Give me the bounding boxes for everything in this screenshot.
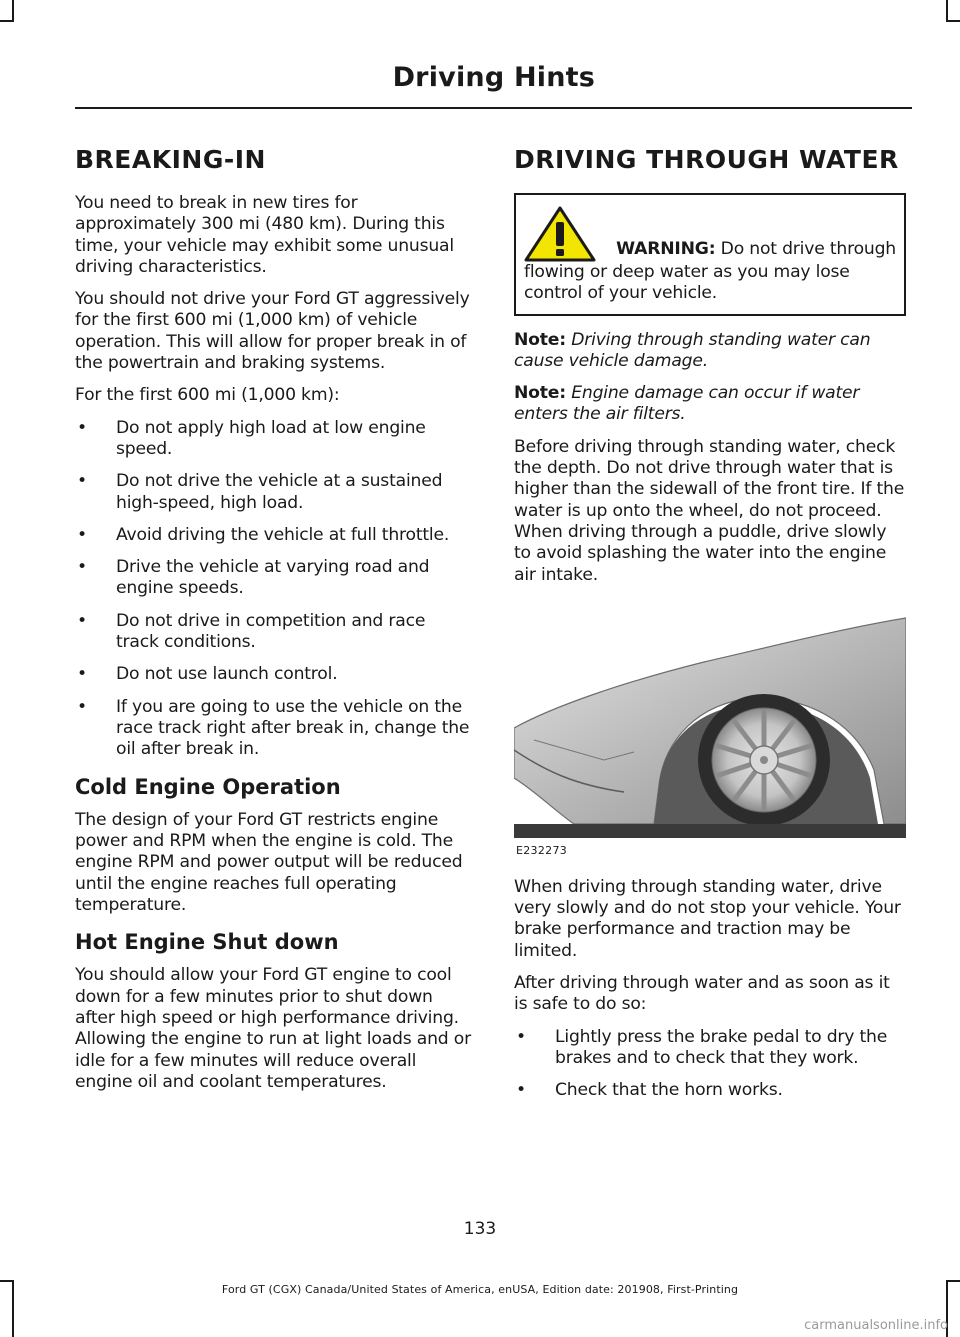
break-in-list (75, 418, 473, 761)
page-number: 133 (463, 1219, 497, 1239)
footer-edition-info: Ford GT (CGX) Canada/United States of America, enUSA, Edition date: 201908, First-Printing (221, 1283, 739, 1296)
crop-mark (0, 1280, 14, 1282)
note-label: Note: (514, 383, 566, 404)
list-item: • Check that the horn works. (516, 1080, 783, 1101)
bullet-icon: • (77, 664, 87, 685)
car-front-wheel-icon (514, 610, 906, 838)
paragraph: The design of your Ford GT restricts engine power and RPM when the engine is cold. The engine RPM and power output will be reduced until the engine reaches full operating temperature. (75, 809, 463, 915)
paragraph: You should allow your Ford GT engine to cool down for a few minutes prior to shut down after high speed or high performance driving. Allowing the engine to run at light loads and or idle for a few minutes will reduce overall engine oil and coolant temperatures. (75, 965, 471, 1092)
paragraph: When driving through standing water, drive very slowly and do not stop your vehicle. Your brake performance and traction may be limited. (514, 876, 901, 961)
section-heading-breaking-in: BREAKING-IN (75, 145, 266, 174)
bullet-icon: • (77, 471, 87, 492)
bullet-icon: • (516, 1026, 526, 1047)
crop-mark (12, 0, 14, 22)
crop-mark (946, 0, 948, 22)
car-wheel-illustration (514, 610, 906, 838)
list-item: • Do not use launch control. (77, 664, 338, 685)
warning-label: WARNING: (616, 239, 716, 259)
right-column (514, 145, 906, 1113)
list-item: • Do not drive the vehicle at a sustained high-speed, high load. (77, 471, 443, 513)
note-text: Engine damage can occur if water enters the air filters. (514, 383, 860, 425)
list-item: • Avoid driving the vehicle at full throttle. (77, 524, 450, 545)
note-text: Driving through standing water can cause vehicle damage. (514, 329, 871, 371)
list-item: • Do not apply high load at low engine speed. (77, 417, 426, 459)
bullet-icon: • (77, 417, 87, 438)
paragraph: You need to break in new tires for approximately 300 mi (480 km). During this time, your vehicle may exhibit some unusual driving characteristics. (75, 193, 454, 277)
crop-mark (946, 1280, 960, 1282)
bullet-icon: • (77, 557, 87, 578)
list-item: • Lightly press the brake pedal to dry the brakes and to check that they work. (516, 1026, 888, 1068)
paragraph: You should not drive your Ford GT aggressively for the first 600 mi (1,000 km) of vehicle operation. This will allow for proper break in of the powertrain and braking systems. (75, 289, 470, 374)
subheading-cold-engine: Cold Engine Operation (75, 774, 341, 799)
crop-mark (0, 20, 14, 22)
section-heading-driving-through-water: DRIVING THROUGH WATER (514, 145, 899, 174)
watermark: carmanualsonline.info (804, 1318, 948, 1333)
note (514, 383, 906, 426)
subheading-hot-engine: Hot Engine Shut down (75, 930, 339, 955)
header-divider (75, 107, 912, 109)
warning-text: flowing or deep water as you may lose control of your vehicle. (524, 262, 850, 304)
paragraph: After driving through water and as soon as it is safe to do so: (514, 973, 890, 1015)
bullet-icon: • (516, 1080, 526, 1101)
bullet-icon: • (77, 610, 87, 631)
paragraph: Before driving through standing water, check the depth. Do not drive through water that is higher than the sidewall of the front tire. If the water is up onto the wheel, do not proceed. When driving through a puddle, drive slowly to avoid splashing the water into the engine air intake. (514, 436, 905, 585)
bullet-icon: • (77, 524, 87, 545)
note (514, 330, 906, 373)
bullet-icon: • (77, 696, 87, 717)
paragraph: For the first 600 mi (1,000 km): (75, 385, 340, 406)
left-column (75, 145, 473, 1104)
list-item: • If you are going to use the vehicle on the race track right after break in, change the oil after break in. (77, 696, 470, 760)
list-item: • Do not drive in competition and race track conditions. (77, 610, 426, 653)
list-item: • Drive the vehicle at varying road and engine speeds. (77, 557, 430, 599)
warning-box (514, 193, 906, 316)
note-label: Note: (514, 329, 566, 350)
crop-mark (946, 20, 960, 22)
warning-text-start: Do not drive through (720, 239, 896, 259)
warning-triangle-icon (524, 204, 596, 262)
page-title: Driving Hints (392, 62, 595, 93)
figure-code: E232273 (516, 843, 568, 857)
after-water-list (514, 1027, 906, 1102)
